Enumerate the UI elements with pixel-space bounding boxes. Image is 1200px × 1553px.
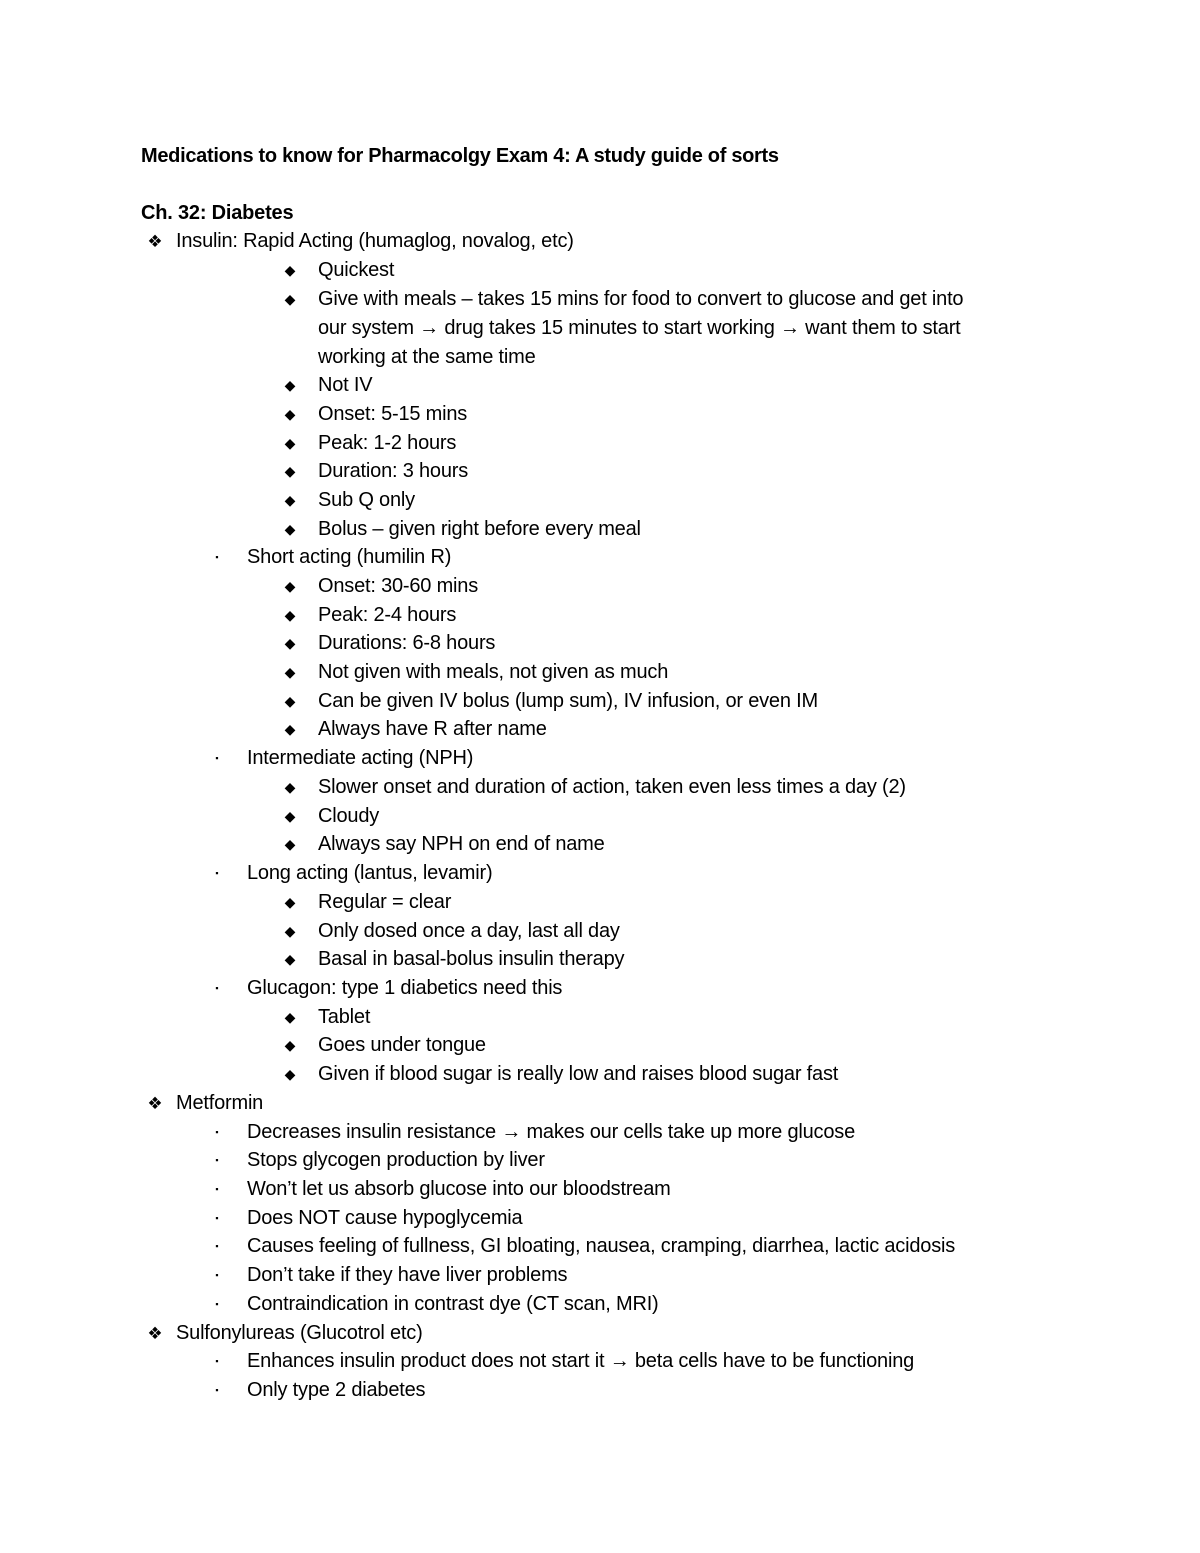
diamond-bullet-icon: ◆ [284, 521, 296, 537]
list-item: Don’t take if they have liver problems [247, 1264, 568, 1286]
diamond-bullet-icon: ◆ [284, 1037, 296, 1053]
list-item: Quickest [318, 259, 395, 281]
diamond-bullet-icon: ◆ [284, 779, 296, 795]
list-item: Won’t let us absorb glucose into our bloodstream [247, 1178, 671, 1200]
list-item: Peak: 1-2 hours [318, 432, 457, 454]
list-item: Glucagon: type 1 diabetics need this [247, 977, 563, 999]
diamond-bullet-icon: ◆ [284, 664, 296, 680]
list-item: Sub Q only [318, 489, 415, 511]
list-item: Causes feeling of fullness, GI bloating, nausea, cramping, diarrhea, lactic acidosis [247, 1235, 956, 1257]
list-item: Cloudy [318, 805, 380, 827]
diamond-bullet-icon: ◆ [284, 463, 296, 479]
diamond-bullet-icon: ◆ [284, 635, 296, 651]
square-bullet-icon: ▪ [215, 983, 219, 993]
diamond-bullet-icon: ◆ [284, 262, 296, 278]
star-bullet-icon: ❖ [147, 1094, 163, 1113]
list-item: Always have R after name [318, 718, 547, 740]
list-item: Metformin [176, 1092, 264, 1114]
list-item: Slower onset and duration of action, taken even less times a day (2) [318, 776, 906, 798]
diamond-bullet-icon: ◆ [284, 607, 296, 623]
list-item: Onset: 30-60 mins [318, 575, 479, 597]
diamond-bullet-icon: ◆ [284, 291, 296, 307]
square-bullet-icon: ▪ [215, 1184, 219, 1194]
list-item: Onset: 5-15 mins [318, 403, 468, 425]
diamond-bullet-icon: ◆ [284, 721, 296, 737]
square-bullet-icon: ▪ [215, 1155, 219, 1165]
list-item: Peak: 2-4 hours [318, 604, 457, 626]
diamond-bullet-icon: ◆ [284, 923, 296, 939]
list-item: Sulfonylureas (Glucotrol etc) [176, 1322, 423, 1344]
list-item: Given if blood sugar is really low and raises blood sugar fast [318, 1063, 839, 1085]
diamond-bullet-icon: ◆ [284, 578, 296, 594]
list-item: Short acting (humilin R) [247, 546, 452, 568]
diamond-bullet-icon: ◆ [284, 836, 296, 852]
diamond-bullet-icon: ◆ [284, 894, 296, 910]
list-item: Can be given IV bolus (lump sum), IV infusion, or even IM [318, 690, 818, 712]
list-item: Does NOT cause hypoglycemia [247, 1207, 523, 1229]
star-bullet-icon: ❖ [147, 232, 163, 251]
list-item: Enhances insulin product does not start it → beta cells have to be functioning [247, 1350, 915, 1372]
list-item: Intermediate acting (NPH) [247, 747, 474, 769]
diamond-bullet-icon: ◆ [284, 1066, 296, 1082]
square-bullet-icon: ▪ [215, 1385, 219, 1395]
diamond-bullet-icon: ◆ [284, 951, 296, 967]
diamond-bullet-icon: ◆ [284, 406, 296, 422]
diamond-bullet-icon: ◆ [284, 693, 296, 709]
square-bullet-icon: ▪ [215, 1127, 219, 1137]
square-bullet-icon: ▪ [215, 1241, 219, 1251]
list-item: Goes under tongue [318, 1034, 486, 1056]
list-item: Give with meals – takes 15 mins for food to convert to glucose and get into [318, 288, 964, 310]
square-bullet-icon: ▪ [215, 753, 219, 763]
list-item-continuation: working at the same time [318, 346, 536, 368]
list-item: Only type 2 diabetes [247, 1379, 426, 1401]
list-item: Bolus – given right before every meal [318, 518, 641, 540]
diamond-bullet-icon: ◆ [284, 808, 296, 824]
list-item: Durations: 6-8 hours [318, 632, 496, 654]
list-item: Not given with meals, not given as much [318, 661, 669, 683]
list-item: Basal in basal-bolus insulin therapy [318, 948, 625, 970]
square-bullet-icon: ▪ [215, 552, 219, 562]
star-bullet-icon: ❖ [147, 1324, 163, 1343]
list-item: Duration: 3 hours [318, 460, 469, 482]
square-bullet-icon: ▪ [215, 1213, 219, 1223]
list-item-continuation: our system → drug takes 15 minutes to start working → want them to start [318, 317, 961, 339]
diamond-bullet-icon: ◆ [284, 1009, 296, 1025]
list-item: Only dosed once a day, last all day [318, 920, 620, 942]
list-item: Long acting (lantus, levamir) [247, 862, 493, 884]
square-bullet-icon: ▪ [215, 868, 219, 878]
diamond-bullet-icon: ◆ [284, 492, 296, 508]
list-item: Always say NPH on end of name [318, 833, 605, 855]
document-title: Medications to know for Pharmacolgy Exam 4: A study guide of sorts [141, 145, 779, 167]
list-item: Contraindication in contrast dye (CT scan, MRI) [247, 1293, 659, 1315]
section-heading: Ch. 32: Diabetes [141, 202, 294, 224]
list-item: Tablet [318, 1006, 371, 1028]
list-item: Insulin: Rapid Acting (humaglog, novalog, etc) [176, 230, 574, 252]
square-bullet-icon: ▪ [215, 1299, 219, 1309]
square-bullet-icon: ▪ [215, 1356, 219, 1366]
list-item: Regular = clear [318, 891, 452, 913]
diamond-bullet-icon: ◆ [284, 377, 296, 393]
square-bullet-icon: ▪ [215, 1270, 219, 1280]
list-item: Decreases insulin resistance → makes our cells take up more glucose [247, 1121, 855, 1143]
list-item: Stops glycogen production by liver [247, 1149, 545, 1171]
list-item: Not IV [318, 374, 373, 396]
diamond-bullet-icon: ◆ [284, 435, 296, 451]
